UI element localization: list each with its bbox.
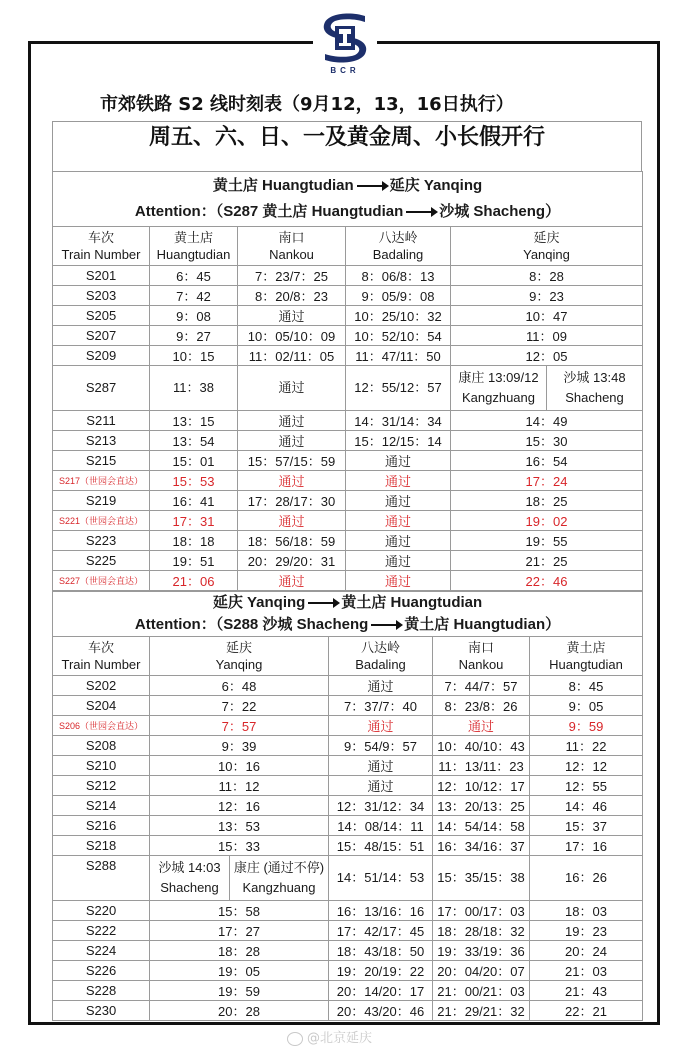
train-number: S206（世园会直达） [53,716,150,736]
time-cell: 通过 [346,471,451,491]
attention-prefix: Attention：（S288 沙城 Shacheng [134,616,369,633]
time-cell: 14：31/14：34 [346,411,451,431]
weibo-icon [287,1032,303,1046]
time-cell: 通过 [238,511,346,531]
outbound-direction [53,172,643,227]
time-cell: 18：56/18：59 [238,531,346,551]
time-cell: 10：47 [451,306,643,326]
train-number: S209 [53,346,150,366]
time-cell: 18：28 [150,941,329,961]
time-cell: 10：05/10：09 [238,326,346,346]
arrow-right-icon [406,211,436,213]
table-row [53,411,643,431]
table-row [53,756,643,776]
train-number: S226 [53,961,150,981]
table-row [53,491,643,511]
train-number: S210 [53,756,150,776]
train-number: S223 [53,531,150,551]
time-cell: 19：55 [451,531,643,551]
train-number: S216 [53,816,150,836]
time-cell: 12：55/12：57 [346,366,451,411]
table-row [53,816,643,836]
inbound-direction-row [53,592,643,637]
time-cell: 12：16 [150,796,329,816]
direction-from: 延庆 Yanqing [212,594,306,611]
table-row-s288 [53,856,643,901]
col-header-station: 南口 Nankou [433,637,530,676]
time-cell: 10：52/10：54 [346,326,451,346]
time-cell: 通过 [329,756,433,776]
time-cell: 12：05 [451,346,643,366]
bcr-logo [313,10,377,78]
train-number: S214 [53,796,150,816]
time-cell: 8：23/8：26 [433,696,530,716]
time-cell: 18：18 [150,531,238,551]
time-cell: 12：10/12：17 [433,776,530,796]
time-cell: 9：08 [150,306,238,326]
direction-to: 延庆 Yanqing [389,177,483,194]
time-cell: 17：00/17：03 [433,901,530,921]
time-cell: 通过 [346,491,451,511]
train-number: S220 [53,901,150,921]
time-cell: 15：30 [451,431,643,451]
table-row [53,471,643,491]
time-cell: 19：51 [150,551,238,571]
time-cell: 10：15 [150,346,238,366]
time-cell: 11：47/11：50 [346,346,451,366]
time-cell: 17：27 [150,921,329,941]
time-cell: 21：06 [150,571,238,591]
time-cell: 18：28/18：32 [433,921,530,941]
weibo-watermark: @北京延庆 [287,1027,372,1046]
outbound-header-row [53,227,643,266]
time-cell: 通过 [346,511,451,531]
col-header-station: 八达岭 Badaling [346,227,451,266]
table-row [53,981,643,1001]
time-cell: 20：29/20：31 [238,551,346,571]
table-row [53,431,643,451]
time-cell: 16：41 [150,491,238,511]
train-number: S212 [53,776,150,796]
time-cell: 20：28 [150,1001,329,1021]
time-cell: 12：31/12：34 [329,796,433,816]
time-cell: 通过 [433,716,530,736]
time-cell: 19：23 [530,921,643,941]
time-cell: 通过 [238,411,346,431]
time-cell: 14：54/14：58 [433,816,530,836]
train-number: S205 [53,306,150,326]
arrow-right-icon [371,624,401,626]
outbound-table [52,171,643,591]
time-cell: 12：12 [530,756,643,776]
time-cell: 21：00/21：03 [433,981,530,1001]
time-cell: 13：54 [150,431,238,451]
table-row [53,796,643,816]
time-cell: 17：42/17：45 [329,921,433,941]
table-row [53,676,643,696]
time-cell: 15：37 [530,816,643,836]
time-cell: 13：15 [150,411,238,431]
time-cell: 15：12/15：14 [346,431,451,451]
train-number: S211 [53,411,150,431]
train-number: S201 [53,266,150,286]
outbound-direction-row [53,172,643,227]
table-row [53,571,643,591]
time-cell: 通过 [238,571,346,591]
table-row [53,326,643,346]
time-cell: 7：57 [150,716,329,736]
time-cell: 7：22 [150,696,329,716]
kangzhuang-cell: 康庄 13:09/12 Kangzhuang [451,366,547,411]
table-row [53,776,643,796]
train-number: S207 [53,326,150,346]
time-cell: 19：05 [150,961,329,981]
time-cell: 通过 [346,551,451,571]
time-cell: 7：23/7：25 [238,266,346,286]
col-header-station: 延庆 Yanqing [451,227,643,266]
train-number: S219 [53,491,150,511]
timetable [52,121,642,1021]
time-cell: 通过 [346,451,451,471]
time-cell: 10：25/10：32 [346,306,451,326]
time-cell: 21：03 [530,961,643,981]
page-title: 市郊铁路 S2 线时刻表（9月12，13，16日执行） [100,94,514,115]
col-header-train: 车次 Train Number [53,637,150,676]
time-cell: 16：26 [530,856,643,901]
time-cell: 通过 [238,366,346,411]
service-days-subtitle: 周五、六、日、一及黄金周、小长假开行 [52,121,642,171]
time-cell: 16：54 [451,451,643,471]
train-number: S217（世园会直达） [53,471,150,491]
train-number: S221（世园会直达） [53,511,150,531]
time-cell: 15：35/15：38 [433,856,530,901]
table-row [53,921,643,941]
time-cell: 通过 [346,571,451,591]
arrow-right-icon [308,602,338,604]
table-row-s287 [53,366,643,411]
bcr-logo-icon [313,10,377,66]
time-cell: 9：27 [150,326,238,346]
time-cell: 14：08/14：11 [329,816,433,836]
train-number: S215 [53,451,150,471]
time-cell: 21：43 [530,981,643,1001]
time-cell: 18：03 [530,901,643,921]
col-header-station: 黄土店 Huangtudian [150,227,238,266]
time-cell: 11：02/11：05 [238,346,346,366]
time-cell: 10：40/10：43 [433,736,530,756]
train-number: S288 [53,856,150,901]
table-row [53,451,643,471]
time-cell: 14：46 [530,796,643,816]
train-number: S202 [53,676,150,696]
time-cell: 20：24 [530,941,643,961]
time-cell: 15：57/15：59 [238,451,346,471]
time-cell: 11：12 [150,776,329,796]
time-cell: 9：05 [530,696,643,716]
time-cell: 15：53 [150,471,238,491]
attention-suffix: 沙城 Shacheng） [439,203,561,220]
train-number: S203 [53,286,150,306]
time-cell: 20：04/20：07 [433,961,530,981]
col-header-station: 黄土店 Huangtudian [530,637,643,676]
time-cell: 17：31 [150,511,238,531]
inbound-direction [53,592,643,637]
time-cell: 通过 [238,306,346,326]
col-header-train: 车次 Train Number [53,227,150,266]
table-row [53,961,643,981]
time-cell: 通过 [238,471,346,491]
time-cell: 20：14/20：17 [329,981,433,1001]
time-cell: 19：33/19：36 [433,941,530,961]
table-row [53,306,643,326]
col-header-station: 八达岭 Badaling [329,637,433,676]
time-cell: 9：54/9：57 [329,736,433,756]
time-cell: 19：59 [150,981,329,1001]
train-number: S287 [53,366,150,411]
time-cell: 14：51/14：53 [329,856,433,901]
time-cell: 22：46 [451,571,643,591]
table-row [53,941,643,961]
time-cell: 17：24 [451,471,643,491]
time-cell: 19：20/19：22 [329,961,433,981]
kangzhuang-cell: 康庄 (通过不停) Kangzhuang [230,856,329,901]
logo-text: BCR [330,66,360,75]
time-cell: 通过 [329,776,433,796]
arrow-right-icon [357,185,387,187]
time-cell: 10：16 [150,756,329,776]
time-cell: 7：44/7：57 [433,676,530,696]
time-cell: 通过 [346,531,451,551]
time-cell: 18：43/18：50 [329,941,433,961]
time-cell: 21：25 [451,551,643,571]
train-number: S228 [53,981,150,1001]
time-cell: 21：29/21：32 [433,1001,530,1021]
direction-from: 黄土店 Huangtudian [212,177,354,194]
time-cell: 8：20/8：23 [238,286,346,306]
time-cell: 15：33 [150,836,329,856]
time-cell: 17：28/17：30 [238,491,346,511]
time-cell: 11：22 [530,736,643,756]
table-row [53,1001,643,1021]
time-cell: 7：42 [150,286,238,306]
table-row [53,901,643,921]
time-cell: 6：48 [150,676,329,696]
table-row [53,346,643,366]
table-row [53,716,643,736]
time-cell: 8：45 [530,676,643,696]
table-row [53,286,643,306]
table-row [53,531,643,551]
time-cell: 14：49 [451,411,643,431]
time-cell: 通过 [238,431,346,451]
time-cell: 18：25 [451,491,643,511]
time-cell: 16：34/16：37 [433,836,530,856]
attention-prefix: Attention：（S287 黄土店 Huangtudian [134,203,404,220]
shacheng-cell: 沙城 14:03 Shacheng [150,856,230,901]
train-number: S204 [53,696,150,716]
train-number: S230 [53,1001,150,1021]
time-cell: 9：05/9：08 [346,286,451,306]
time-cell: 17：16 [530,836,643,856]
time-cell: 11：38 [150,366,238,411]
time-cell: 15：01 [150,451,238,471]
time-cell: 13：53 [150,816,329,836]
shacheng-cell: 沙城 13:48 Shacheng [547,366,643,411]
train-number: S218 [53,836,150,856]
time-cell: 13：20/13：25 [433,796,530,816]
train-number: S213 [53,431,150,451]
time-cell: 11：13/11：23 [433,756,530,776]
table-row [53,736,643,756]
train-number: S227（世园会直达） [53,571,150,591]
table-row [53,511,643,531]
time-cell: 通过 [329,716,433,736]
col-header-station: 南口 Nankou [238,227,346,266]
time-cell: 通过 [329,676,433,696]
time-cell: 16：13/16：16 [329,901,433,921]
time-cell: 8：28 [451,266,643,286]
train-number: S224 [53,941,150,961]
time-cell: 9：23 [451,286,643,306]
train-number: S225 [53,551,150,571]
train-number: S222 [53,921,150,941]
time-cell: 11：09 [451,326,643,346]
time-cell: 15：48/15：51 [329,836,433,856]
table-row [53,696,643,716]
time-cell: 6：45 [150,266,238,286]
col-header-station: 延庆 Yanqing [150,637,329,676]
time-cell: 22：21 [530,1001,643,1021]
train-number: S208 [53,736,150,756]
inbound-table [52,591,643,1021]
inbound-header-row [53,637,643,676]
time-cell: 7：37/7：40 [329,696,433,716]
table-row [53,551,643,571]
time-cell: 19：02 [451,511,643,531]
table-row [53,836,643,856]
time-cell: 9：59 [530,716,643,736]
table-row [53,266,643,286]
time-cell: 15：58 [150,901,329,921]
time-cell: 12：55 [530,776,643,796]
direction-to: 黄土店 Huangtudian [341,594,483,611]
time-cell: 20：43/20：46 [329,1001,433,1021]
time-cell: 9：39 [150,736,329,756]
attention-suffix: 黄土店 Huangtudian） [404,616,561,633]
time-cell: 8：06/8：13 [346,266,451,286]
